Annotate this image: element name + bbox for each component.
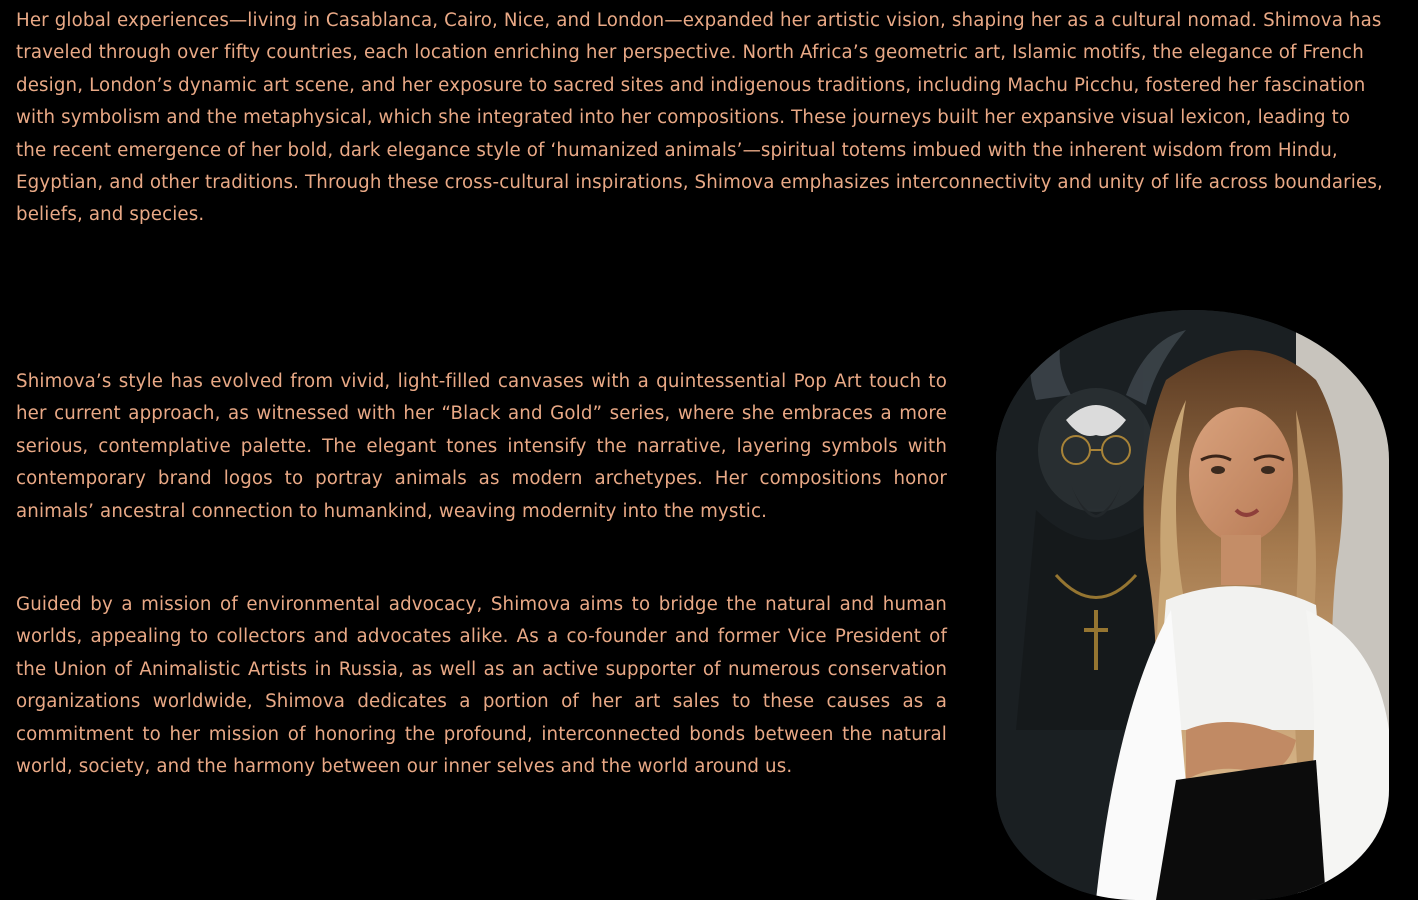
paragraph-environmental-mission: Guided by a mission of environmental advocacy, Shimova aims to bridge the natural and human worlds, appealing to collectors and advocates alike. As a co-founder and former Vice President of the Union of Animalistic Artists in Russia, as well as an active supporter of numerous conservation organizations worldwide, Shimova dedicates a portion of her art sales to these causes as a commitment to her mission of honoring the profound, interconnected bonds between the natural world, society, and the harmony between our inner selves and the world around us. <box>16 594 947 778</box>
paragraph-global-experiences: Her global experiences—living in Casablanca, Cairo, Nice, and London—expanded her artistic vision, shaping her as a cultural nomad. Shimova has traveled through over fifty countries, each location enriching her perspective. North Africa’s geometric art, Islamic motifs, the elegance of French design, London’s dynamic art scene, and her exposure to sacred sites and indigenous traditions, including Machu Picchu, fostered her fascination with symbolism and the metaphysical, which she integrated into her compositions. These journeys built her expansive visual lexicon, leading to the recent emergence of her bold, dark elegance style of ‘humanized animals’—spiritual totems imbued with the inherent wisdom from Hindu, Egyptian, and other traditions. Through these cross-cultural inspirations, Shimova emphasizes interconnectivity and unity of life across boundaries, beliefs, and species. <box>16 10 1383 226</box>
artist-portrait-illustration <box>996 310 1389 900</box>
paragraph-artistic-style: Shimova’s style has evolved from vivid, light-filled canvases with a quintessential Pop Art touch to her current approach, as witnessed with her “Black and Gold” series, where she embraces a more serious, contemplative palette. The elegant tones intensify the narrative, layering symbols with contemporary brand logos to portray animals as modern archetypes. Her compositions honor animals’ ancestral connection to humankind, weaving modernity into the mystic. <box>16 371 947 522</box>
artist-portrait-image <box>996 310 1389 900</box>
